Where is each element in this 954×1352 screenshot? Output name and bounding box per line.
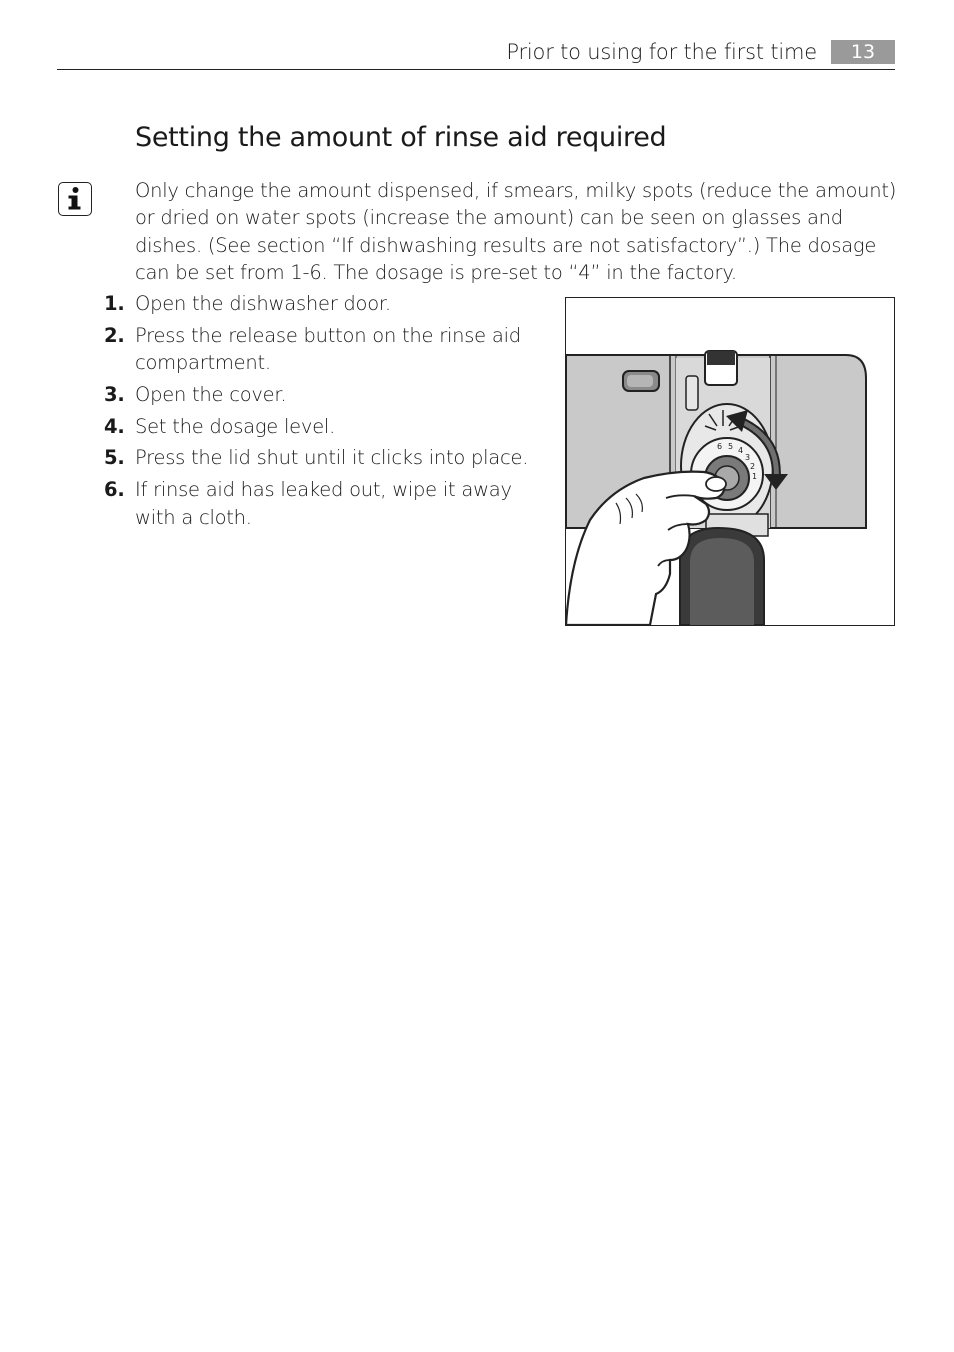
step-number: 3. (104, 382, 125, 406)
dial-label: 2 (750, 462, 756, 471)
list-item (100, 413, 540, 440)
step-text: Open the cover. (135, 382, 287, 406)
steps-list (100, 290, 540, 535)
step-text: Open the dishwasher door. (135, 292, 391, 315)
rinse-aid-dial-illustration (565, 297, 895, 626)
running-header-title: Prior to using for the first time (506, 40, 817, 64)
step-number: 4. (104, 414, 125, 438)
step-number: 2. (104, 323, 125, 347)
dial-label: 3 (745, 453, 751, 462)
dial-label: 5 (728, 442, 734, 451)
dial-label: 4 (738, 446, 744, 455)
dial-label: 1 (752, 472, 758, 481)
step-text: If rinse aid has leaked out, wipe it away with a cloth. (135, 478, 512, 529)
list-item (100, 290, 540, 317)
info-icon (58, 182, 92, 216)
list-item (100, 444, 540, 471)
step-text: Press the lid shut until it clicks into place. (135, 446, 529, 470)
list-item (100, 476, 540, 531)
step-number: 6. (104, 478, 125, 502)
step-number: 1. (104, 292, 125, 315)
page-number: 13 (831, 40, 895, 64)
info-paragraph: Only change the amount dispensed, if smears, milky spots (reduce the amount) or dried on water spots (increase the amount) can be seen on glasses and dishes. (See section “If dishwashing results are not satisfactory”.) The dosage can be set from 1-6. The dosage is pre-set to “4” in the factory. (135, 179, 897, 284)
step-text: Set the dosage level. (135, 414, 336, 438)
section-title: Setting the amount of rinse aid required (135, 122, 667, 153)
step-number: 5. (104, 446, 125, 470)
step-text: Press the release button on the rinse aid compartment. (135, 323, 521, 375)
list-item (100, 381, 540, 408)
list-item (100, 322, 540, 377)
dial-label: 6 (717, 442, 723, 451)
page-header (57, 36, 895, 70)
